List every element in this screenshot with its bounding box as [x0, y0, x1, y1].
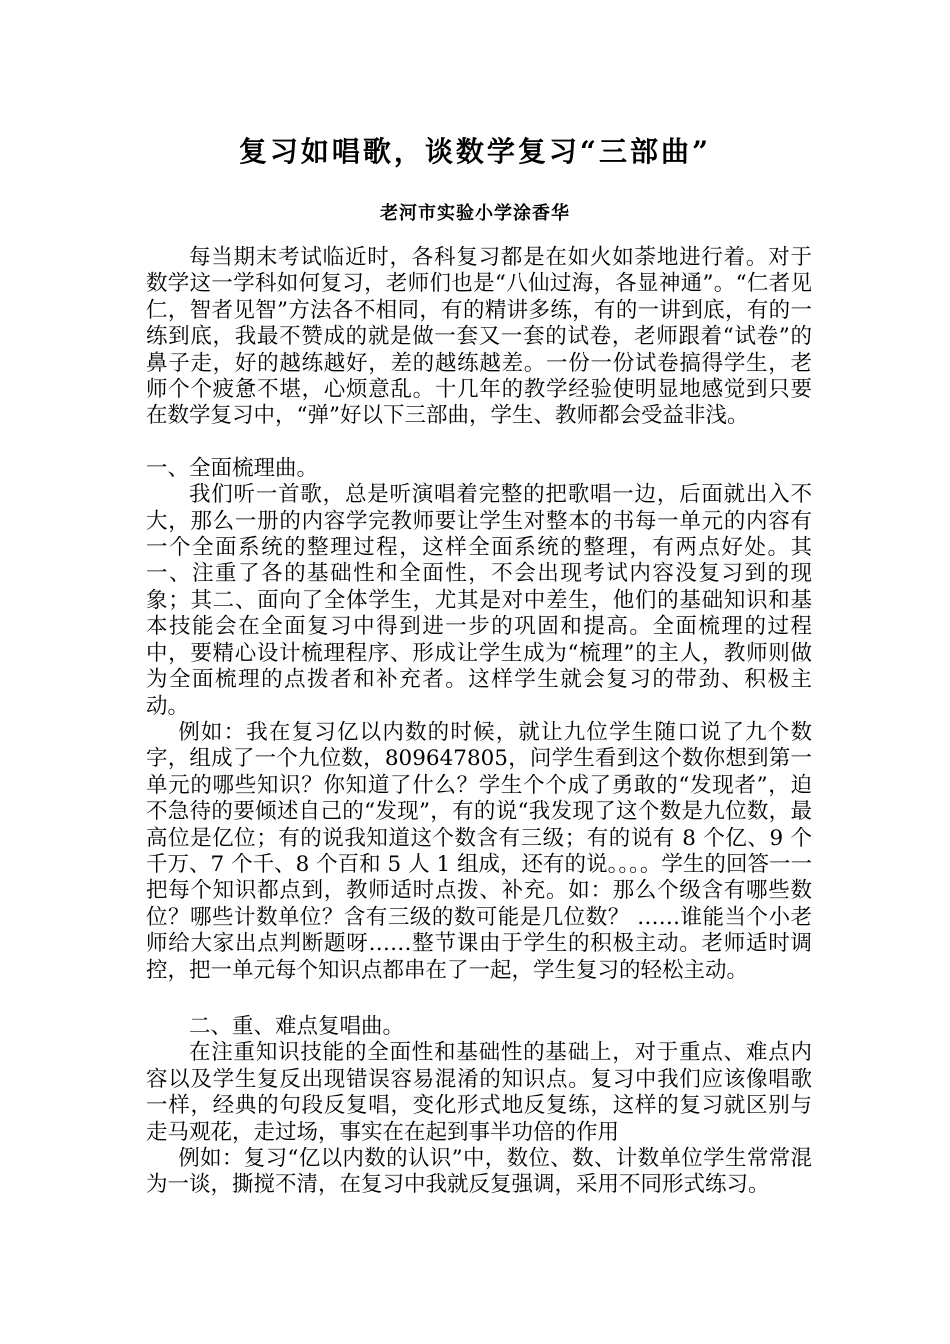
intro-paragraph: 每当期末考试临近时，各科复习都是在如火如荼地进行着。对于数学这一学科如何复习，老师们也是“八仙过海，各显神通”。“仁者见仁，智者见智”方法各不相同，有的精讲多练，有的一讲到底，有的一练到底，我最不赞成的就是做一套又一套的试卷，老师跟着“试卷”的鼻子走，好的越练越好，差的越练越差。一份一份试卷搞得学生，老师个个疲惫不堪，心烦意乱。十几年的教学经验使明显地感觉到只要在数学复习中，“弹”好以下三部曲，学生、教师都会受益非浅。	[146, 245, 812, 429]
document-author: 老河市实验小学涂香华	[380, 203, 570, 224]
section-1-heading: 一、全面梳理曲。	[146, 455, 319, 481]
section-2-heading: 二、重、难点复唱曲。	[189, 1013, 405, 1039]
section-2-paragraph-1: 在注重知识技能的全面性和基础性的基础上，对于重点、难点内容以及学生复反出现错误容易混淆的知识点。复习中我们应该像唱歌一样，经典的句段反复唱，变化形式地反复练，这样的复习就区别与走马观花，走过场，事实在在起到事半功倍的作用	[146, 1040, 812, 1145]
paragraph-gap	[146, 984, 812, 1014]
document-body	[146, 245, 812, 1199]
section-1-paragraph-2: 例如：我在复习亿以内数的时候，就让九位学生随口说了九个数字，组成了一个九位数，809647805，问学生看到这个数你想到第一单元的哪些知识？你知道了什么？学生个个成了勇敢的“发现者”，迫不急待的要倾述自己的“发现”，有的说“我发现了这个数是九位数，最高位是亿位；有的说我知道这个数含有三级；有的说有 8 个亿、9 个千万、7 个千、8 个百和 5 人 1 组成，还有的说。。。。学生的回答一一把每个知识都点到，教师适时点拨、补充。如：那么个级含有哪些数位？哪些计数单位？含有三级的数可能是几位数？ ……谁能当个小老师给大家出点判断题呀……整节课由于学生的积极主动。老师适时调控，把一单元每个知识点都串在了一起，学生复习的轻松主动。	[146, 719, 812, 983]
document-title: 复习如唱歌，谈数学复习“三部曲”	[238, 135, 712, 168]
section-1-paragraph-1: 我们听一首歌，总是听演唱着完整的把歌唱一边，后面就出入不大，那么一册的内容学完教师要让学生对整本的书每一单元的内容有一个全面系统的整理过程，这样全面系统的整理，有两点好处。其一、注重了各的基础性和全面性，不会出现考试内容没复习到的现象；其二、面向了全体学生，尤其是对中差生，他们的基础知识和基本技能会在全面复习中得到进一步的巩固和提高。全面梳理的过程中，要精心设计梳理程序、形成让学生成为“梳理”的主人，教师则做为全面梳理的点拨者和补充者。这样学生就会复习的带劲、积极主动。	[146, 482, 812, 719]
paragraph-gap	[146, 430, 812, 456]
section-2-paragraph-2: 例如：复习“亿以内数的认识”中，数位、数、计数单位学生常常混为一谈，撕搅不清，在复习中我就反复强调，采用不同形式练习。	[146, 1146, 812, 1198]
